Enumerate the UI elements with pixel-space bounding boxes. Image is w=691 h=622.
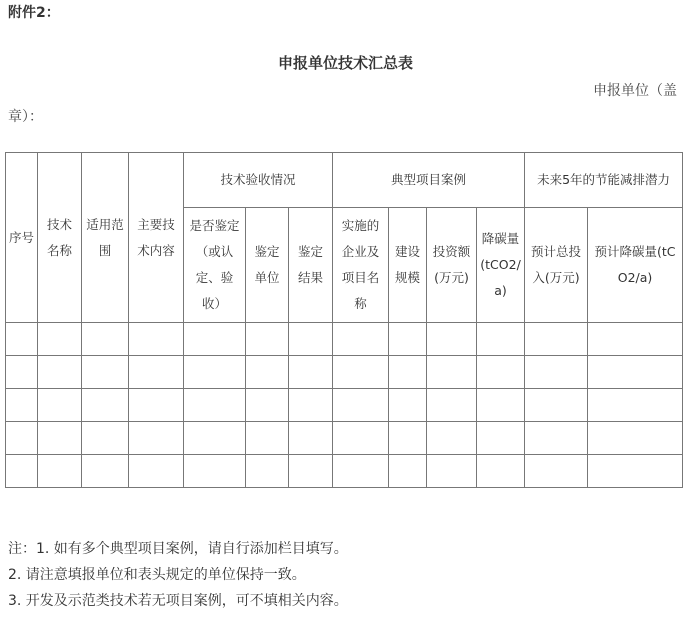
applicant-unit-label: 申报单位（盖 (593, 83, 677, 99)
header-appraisal-result: 鉴定结果 (289, 208, 333, 323)
table-row (6, 422, 683, 455)
tech-summary-table (5, 152, 683, 488)
header-expected-carbon: 预计降碳量(tCO2/a) (588, 208, 683, 323)
note-3: 3. 开发及示范类技术若无项目案例，可不填相关内容。 (8, 593, 348, 609)
header-group-acceptance: 技术验收情况 (184, 153, 333, 208)
notes (8, 536, 348, 614)
attachment-label: 附件2： (8, 5, 60, 21)
header-total-invest: 预计总投入(万元) (525, 208, 588, 323)
note-2: 2. 请注意填报单位和表头规定的单位保持一致。 (8, 567, 306, 583)
header-appraisal-unit: 鉴定单位 (246, 208, 289, 323)
header-scope: 适用范围 (82, 153, 129, 323)
applicant-unit-label-cont: 章）： (8, 109, 43, 125)
header-scale: 建设规模 (389, 208, 427, 323)
table-row (6, 356, 683, 389)
header-seq: 序号 (6, 153, 38, 323)
header-carbon: 降碳量(tCO2/a) (477, 208, 525, 323)
table-row (6, 389, 683, 422)
table-row (6, 323, 683, 356)
header-content: 主要技术内容 (129, 153, 184, 323)
table-row (6, 455, 683, 488)
header-enterprise: 实施的企业及项目名称 (333, 208, 389, 323)
header-invest: 投资额(万元) (427, 208, 477, 323)
page-title: 申报单位技术汇总表 (277, 54, 413, 72)
header-group-potential: 未来5年的节能减排潜力 (525, 153, 683, 208)
header-group-case: 典型项目案例 (333, 153, 525, 208)
header-tech-name: 技术名称 (38, 153, 82, 323)
note-1: 注：1. 如有多个典型项目案例，请自行添加栏目填写。 (8, 541, 348, 557)
header-accepted: 是否鉴定（或认定、验收） (184, 208, 246, 323)
